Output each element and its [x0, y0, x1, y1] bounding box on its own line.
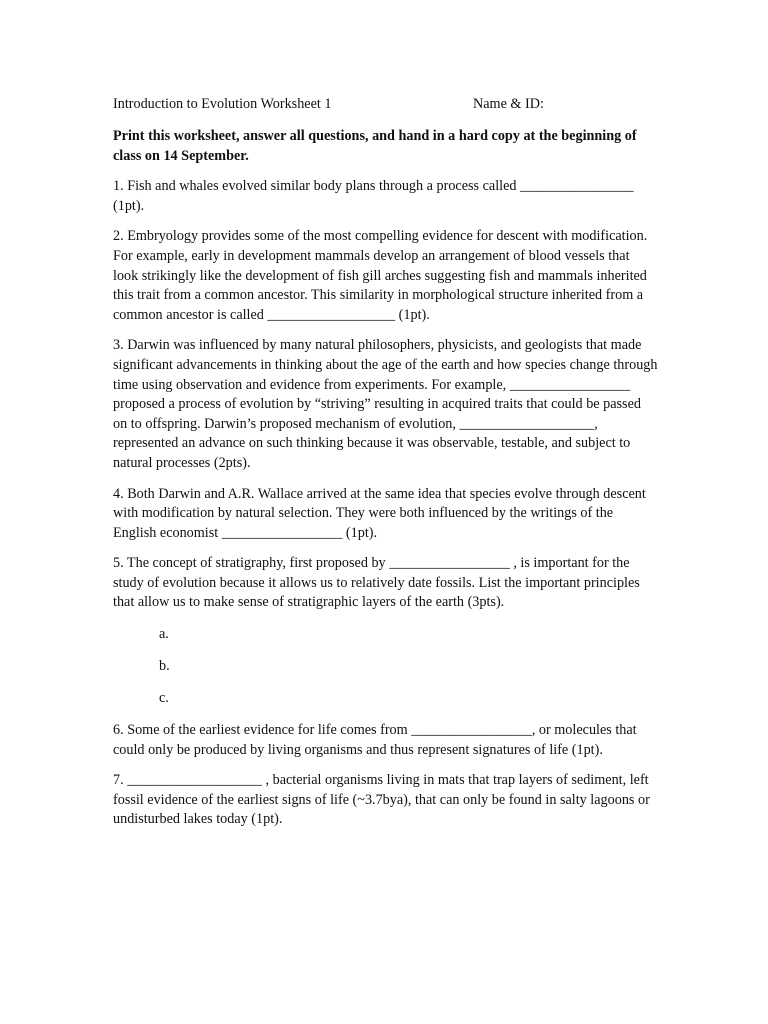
question-3: 3. Darwin was influenced by many natural philosophers, physicists, and geologists that made significant advancements in thinking about the age of the earth and how species change through time using observation and evidence from experiments. For example, _________________ proposed a process of evolution by “striving” resulting in acquired traits that could be passed on to offspring. Darwin’s proposed mechanism of evolution, ___________________, represented an advance on such thinking because it was observable, testable, and subject to natural processes (2pts). — [113, 337, 658, 471]
worksheet-body — [113, 127, 658, 841]
subitem-b: b. — [159, 658, 170, 675]
subitem-a: a. — [159, 626, 169, 643]
worksheet-title: Introduction to Evolution Worksheet 1 — [113, 96, 332, 112]
question-7: 7. ___________________ , bacterial organisms living in mats that trap layers of sediment, left fossil evidence of the earliest signs of life (~3.7bya), that can only be found in salty lagoons or undisturbed lakes today (1pt). — [113, 772, 650, 828]
question-6: 6. Some of the earliest evidence for life comes from _________________, or molecules that could only be produced by living organisms and thus represent signatures of life (1pt). — [113, 722, 637, 758]
question-2: 2. Embryology provides some of the most compelling evidence for descent with modification. For example, early in development mammals develop an arrangement of blood vessels that look strikingly like the development of fish gill arches suggesting fish and mammals inherited this trait from a common ancestor. This similarity in morphological structure inherited from a common ancestor is called __________________ (1pt). — [113, 228, 648, 323]
question-1: 1. Fish and whales evolved similar body plans through a process called ________________ (1pt). — [113, 178, 634, 214]
question-5-subitems — [159, 625, 658, 721]
question-4: 4. Both Darwin and A.R. Wallace arrived at the same idea that species evolve through descent with modification by natural selection. They were both influenced by the writings of the English economist _________________ (1pt). — [113, 485, 646, 541]
question-5: 5. The concept of stratigraphy, first proposed by _________________ , is important for the study of evolution because it allows us to relatively date fossils. List the important principles that allow us to make sense of stratigraphic layers of the earth (3pts). — [113, 555, 640, 611]
name-id-label: Name & ID: — [473, 96, 544, 112]
instructions: Print this worksheet, answer all questions, and hand in a hard copy at the beginning of class on 14 September. — [113, 128, 637, 164]
subitem-c: c. — [159, 690, 169, 707]
